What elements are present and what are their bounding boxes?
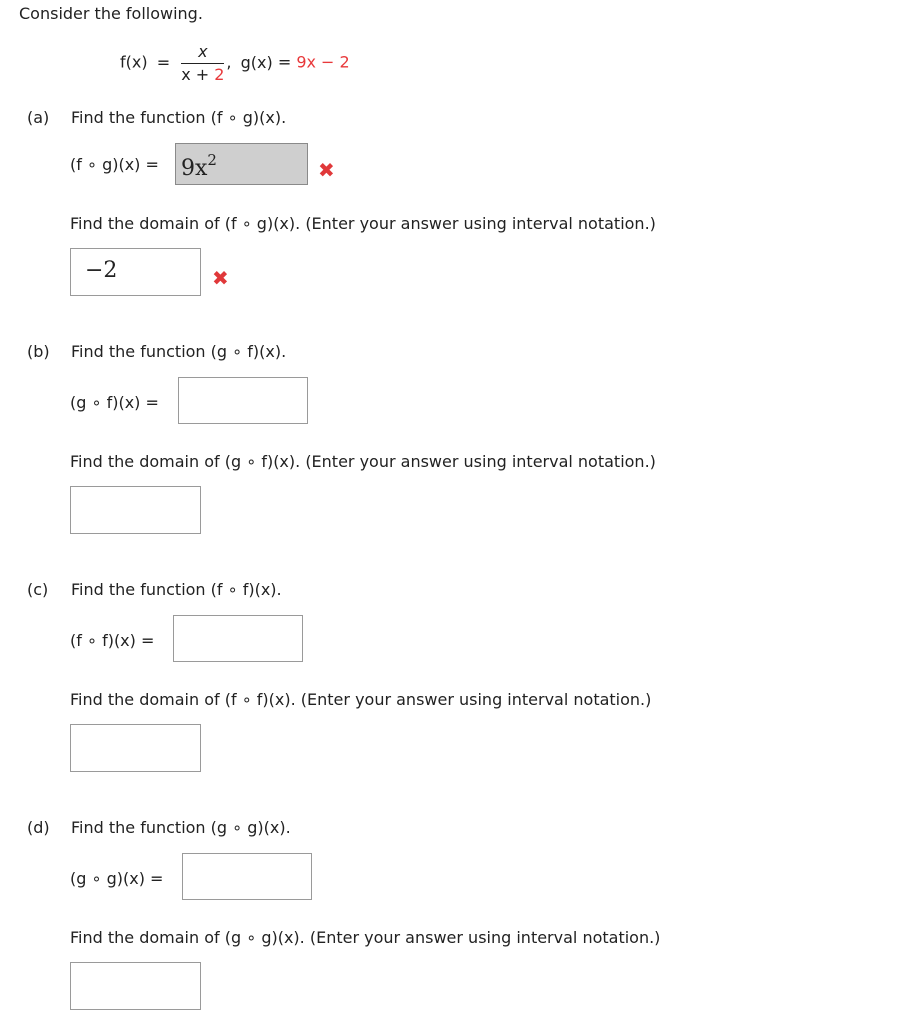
intro-text: Consider the following. xyxy=(19,4,203,23)
part-a-label: (a) xyxy=(27,108,50,127)
part-d-prompt xyxy=(27,818,291,837)
part-b-function-input[interactable] xyxy=(178,377,308,424)
part-c-function-lhs: (f ∘ f)(x) = xyxy=(70,631,155,650)
part-d-label: (d) xyxy=(27,818,50,837)
f-denominator: x + 2 xyxy=(181,65,225,84)
part-a-function-input[interactable] xyxy=(175,143,308,185)
part-a-function-answer: $9x^2$ xyxy=(181,151,217,181)
part-b-label: (b) xyxy=(27,342,50,361)
part-a-domain-answer: −2 xyxy=(85,258,118,283)
part-d-function-lhs: (g ∘ g)(x) = xyxy=(70,869,164,888)
part-b-function-prompt: Find the function (g ∘ f)(x). xyxy=(71,342,287,361)
g-equals: = xyxy=(277,52,297,72)
part-d-function-prompt: Find the function (g ∘ g)(x). xyxy=(71,818,291,837)
part-b-function-lhs: (g ∘ f)(x) = xyxy=(70,393,159,412)
part-c-label: (c) xyxy=(27,580,49,599)
f-numerator: x xyxy=(181,42,224,64)
part-d-function-input[interactable] xyxy=(182,853,312,900)
f-denominator-constant: 2 xyxy=(214,65,225,84)
separator: , xyxy=(226,52,232,72)
part-a-domain-input[interactable] xyxy=(70,248,201,296)
part-c-domain-prompt: Find the domain of (f ∘ f)(x). (Enter your answer using interval notation.) xyxy=(70,690,652,709)
part-a-function-prompt: Find the function (f ∘ g)(x). xyxy=(71,108,287,127)
incorrect-icon: ✖ xyxy=(318,158,335,182)
g-expression: 9x − 2 xyxy=(296,52,350,72)
given-functions xyxy=(120,42,350,92)
equals-sign: = xyxy=(156,52,171,72)
part-a-function-lhs: (f ∘ g)(x) = xyxy=(70,155,159,174)
part-b-domain-prompt: Find the domain of (g ∘ f)(x). (Enter your answer using interval notation.) xyxy=(70,452,656,471)
part-d-domain-input[interactable] xyxy=(70,962,201,1010)
part-b-prompt xyxy=(27,342,286,361)
part-a-domain-prompt: Find the domain of (f ∘ g)(x). (Enter your answer using interval notation.) xyxy=(70,214,656,233)
part-c-function-input[interactable] xyxy=(173,615,303,662)
incorrect-icon: ✖ xyxy=(212,266,229,290)
f-fraction xyxy=(181,42,224,84)
part-a-prompt xyxy=(27,108,286,127)
part-d-domain-prompt: Find the domain of (g ∘ g)(x). (Enter your answer using interval notation.) xyxy=(70,928,661,947)
part-b-domain-input[interactable] xyxy=(70,486,201,534)
g-name: g(x) xyxy=(240,52,273,72)
part-c-function-prompt: Find the function (f ∘ f)(x). xyxy=(71,580,282,599)
part-c-domain-input[interactable] xyxy=(70,724,201,772)
part-c-prompt xyxy=(27,580,282,599)
f-name: f(x) xyxy=(120,52,148,72)
